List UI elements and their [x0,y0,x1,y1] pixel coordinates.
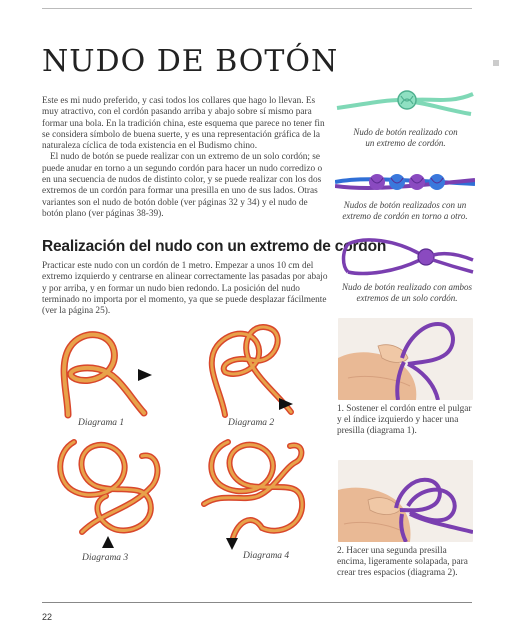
diagram-label-4: Diagrama 4 [243,551,290,561]
section-paragraph: Practicar este nudo con un cordón de 1 metro. Empezar a unos 10 cm del extremo izquierdo y centrarse en alinear correctamente las pasadas por abajo y por arriba, y en formar un nudo bien redondo. La posición del nudo terminado no importa por el momento, ya que se puede desplazar fácilmente (ver la página 25). [42,261,328,317]
top-rule [42,8,472,9]
purple-loop-photo [340,232,475,280]
intro-paragraph-1: Este es mi nudo preferido, y casi todos los collares que hago lo llevan. Es muy atractivo, con el cordón pasando arriba y abajo sobre sí mismo para formar una bola. En la tradición china, este esquema que parece no tener fin se considera símbolo de buena suerte, y es una representación gráfica de la naturaleza cíclica de toda existencia en el Budismo chino. [42,96,325,152]
mint-knot-photo [335,80,475,125]
step-1-text: 1. Sostener el cordón entre el pulgar y el índice izquierdo y hacer una presilla (diagrama 1). [337,404,472,436]
page-title: NUDO DE BOTÓN [42,44,339,79]
diagram-label-1: Diagrama 1 [78,418,125,428]
diagram-3 [52,432,172,550]
diagram-label-3: Diagrama 3 [82,553,129,563]
diagram-4 [192,432,317,550]
intro-text [42,96,327,220]
photo-caption-1: Nudo de botón realizado con un extremo de cordón. [353,127,458,148]
footer-rule [42,602,472,603]
hand-photo-step-2 [338,460,473,542]
hand-photo-step-1 [338,318,473,400]
page-number: 22 [42,612,53,622]
step-2-text: 2. Hacer una segunda presilla encima, ligeramente solapada, para crear tres espacios (diagrama 2). [337,546,468,578]
diagram-1 [48,325,163,425]
photo-caption-2: Nudos de botón realizados con un extremo de cordón en torno a otro. [342,200,468,221]
purple-knots-photo [335,160,475,200]
photo-caption-3: Nudo de botón realizado con ambos extremos de un solo cordón. [342,282,472,303]
section-heading: Realización del nudo con un extremo de cordón [42,238,387,255]
diagram-2 [195,320,315,425]
diagram-label-2: Diagrama 2 [228,418,275,428]
page-edge-mark [493,60,499,66]
intro-paragraph-2: El nudo de botón se puede realizar con un extremo de un solo cordón; se puede anudar en torno a un segundo cordón para hacer un nudo corredizo o en una secuencia de nudos de distinto color, y se puede realizar con los dos extremos de un cordón para formar una presilla en uno de sus lados. Otras variantes son el nudo de botón doble (ver páginas 32 y 34) y el nudo de botón plano (ver páginas 38-39). [42,152,323,219]
